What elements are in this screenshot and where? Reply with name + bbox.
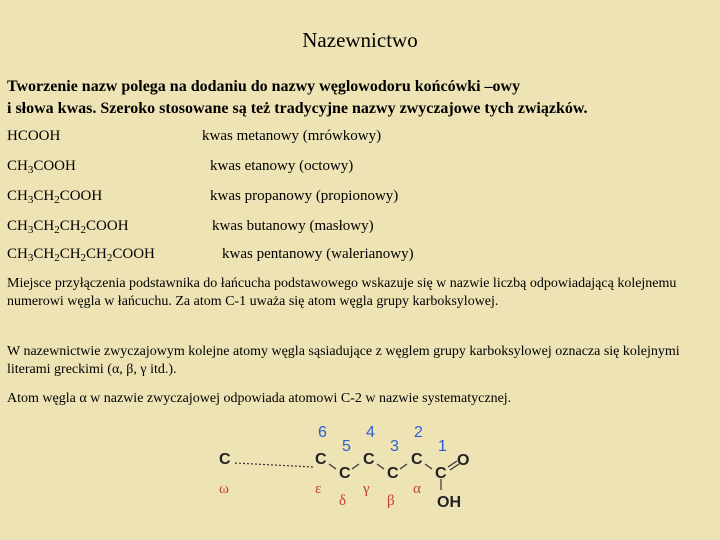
atom-oxygen: O	[457, 452, 470, 469]
page-title: Nazewnictwo	[302, 28, 418, 52]
carbon-number-3: 3	[390, 438, 399, 455]
greek-omega: ω	[219, 481, 229, 497]
bond-c4-c3	[377, 464, 384, 469]
hydroxyl-group: OH	[437, 494, 461, 511]
greek-delta: δ	[339, 493, 347, 509]
paragraph-substituent: Miejsce przyłączenia podstawnika do łańcucha podstawowego wskazuje się w nazwie liczbą odpowiadającą kolejnemu numerowi węgla w łańcuchu. Za atom C-1 uważa się atom węgla grupy karboksylowej.	[7, 276, 677, 309]
acid-name-3: kwas propanowy (propionowy)	[210, 188, 399, 204]
atom-c5: C	[339, 465, 351, 482]
bond-c2-c1	[425, 464, 432, 469]
acid-name-1: kwas metanowy (mrówkowy)	[202, 128, 382, 144]
atom-c1: C	[435, 465, 447, 482]
atom-c2: C	[411, 451, 423, 468]
carbon-number-1: 1	[438, 438, 447, 455]
bond-c5-c4	[352, 464, 359, 469]
paragraph-alpha-carbon: Atom węgla α w nazwie zwyczajowej odpowiada atomowi C-2 w nazwie systematycznej.	[7, 391, 512, 406]
carbon-number-2: 2	[414, 424, 423, 441]
bond-c6-c5	[329, 464, 336, 469]
carboxylic-acid-structure	[205, 415, 475, 515]
acid-formula-2: $CH_3COOH$	[7, 158, 76, 176]
intro-line-1: Tworzenie nazw polega na dodaniu do nazwy węglowodoru końcówki –owy	[7, 78, 521, 95]
acid-formula-3: $CH_3CH_2COOH$	[7, 188, 103, 206]
atom-c3: C	[387, 465, 399, 482]
acid-formula-1: HCOOH	[7, 128, 61, 144]
acid-name-4: kwas butanowy (masłowy)	[212, 218, 374, 234]
acid-formula-4: $CH_3CH_2CH_2COOH$	[7, 218, 129, 236]
acid-formula-5: $CH_3CH_2CH_2CH_2COOH$	[7, 246, 155, 264]
atom-c4: C	[363, 451, 375, 468]
bond-c3-c2	[400, 464, 407, 469]
carbon-number-4: 4	[366, 424, 375, 441]
greek-epsilon: ε	[315, 481, 322, 497]
chain-gap-bond	[235, 463, 313, 467]
greek-alpha: α	[413, 481, 421, 497]
carbon-number-5: 5	[342, 438, 351, 455]
paragraph-greek-letters: W nazewnictwie zwyczajowym kolejne atomy węgla sąsiadujące z węglem grupy karboksylowej oznacza się kolejnymi literami greckimi (α, β, γ itd.).	[7, 344, 680, 377]
acid-name-2: kwas etanowy (octowy)	[210, 158, 354, 174]
atom-c-terminal: C	[219, 451, 231, 468]
atom-c6: C	[315, 451, 327, 468]
acid-name-5: kwas pentanowy (walerianowy)	[222, 246, 414, 262]
intro-line-2: i słowa kwas. Szeroko stosowane są też tradycyjne nazwy zwyczajowe tych związków.	[7, 100, 588, 117]
carbon-number-6: 6	[318, 424, 327, 441]
greek-beta: β	[387, 493, 395, 509]
greek-gamma: γ	[363, 481, 370, 497]
